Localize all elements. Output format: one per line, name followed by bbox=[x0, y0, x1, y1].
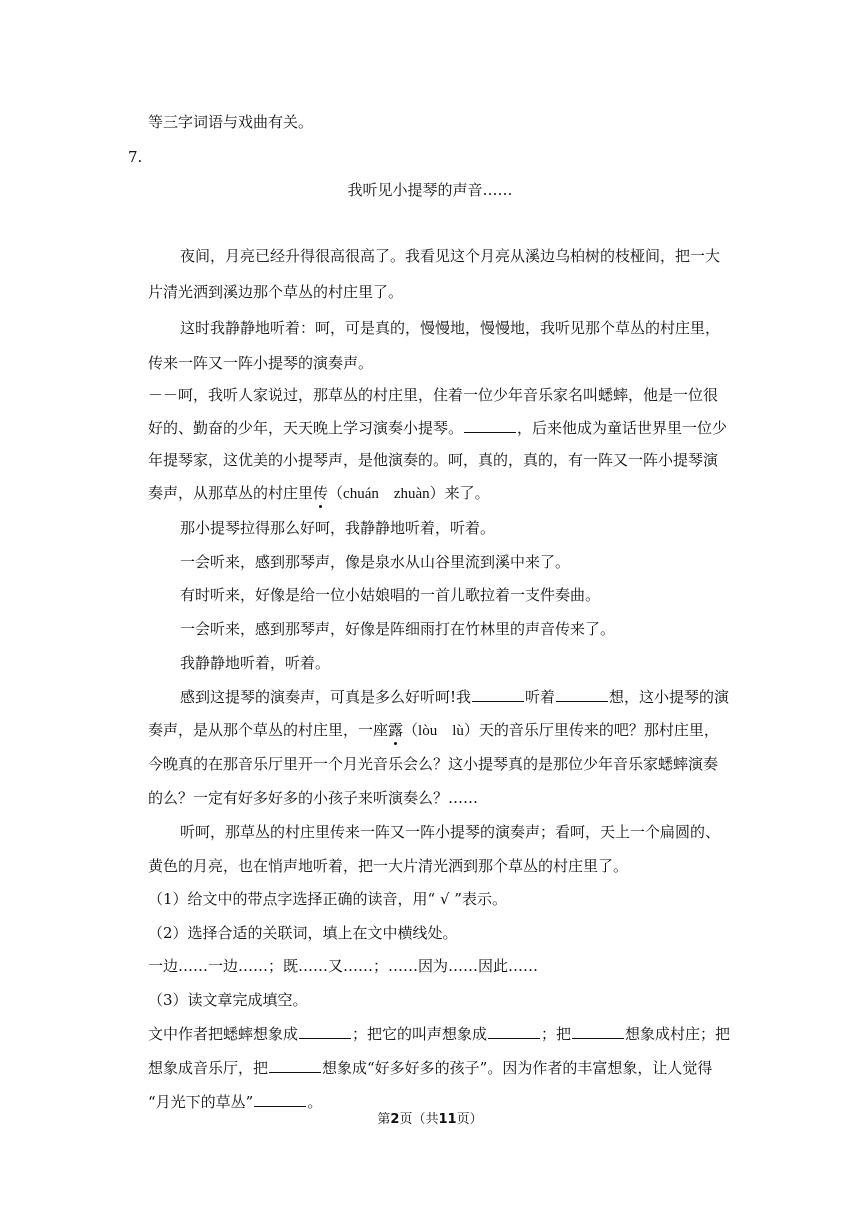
answer-blank[interactable] bbox=[572, 1024, 624, 1039]
answer-blank[interactable] bbox=[556, 687, 608, 702]
paragraph-line: 这时我静静地听着：呵，可是真的，慢慢地，慢慢地，我听见那个草丛的村庄里， bbox=[180, 319, 721, 337]
paragraph-line: 我静静地听着，听着。 bbox=[180, 654, 331, 672]
paragraph-line: 的么？一定有好多好多的小孩子来听演奏么？…… bbox=[148, 789, 479, 807]
paragraph-line: 片清光洒到溪边那个草丛的村庄里了。 bbox=[148, 283, 404, 301]
answer-blank[interactable] bbox=[488, 1024, 540, 1039]
sub-question-2: （2）选择合适的关联词，填上在文中横线处。 bbox=[148, 924, 458, 942]
sub-question-1: （1）给文中的带点字选择正确的读音，用“ √ ”表示。 bbox=[148, 890, 507, 908]
fill-in-line: 想象成音乐厅，把 想象成“好多好多的孩子”。因为作者的丰富想象，让人觉得 bbox=[148, 1059, 713, 1077]
answer-blank[interactable] bbox=[299, 1024, 351, 1039]
paragraph-line: 奏声，从那草丛的村庄里传（chuán zhuàn）来了。 bbox=[148, 484, 490, 502]
sub-question-3: （3）读文章完成填空。 bbox=[148, 991, 308, 1009]
paragraph-line: 感到这提琴的演奏声，可真是多么好听呵!我 听着 想，这小提琴的演 bbox=[180, 688, 730, 706]
answer-blank[interactable] bbox=[269, 1058, 321, 1073]
dotted-character: 传 bbox=[313, 484, 329, 502]
paragraph-line: 一会听来，感到那琴声，像是泉水从山谷里流到溪中来了。 bbox=[180, 553, 571, 571]
paragraph-line: 有时听来，好像是给一位小姑娘唱的一首儿歌拉着一支件奏曲。 bbox=[180, 586, 601, 604]
conjunction-options: 一边……一边……；既……又……；……因为……因此…… bbox=[148, 957, 539, 975]
paragraph-line: 传来一阵又一阵小提琴的演奏声。 bbox=[148, 354, 374, 372]
answer-blank[interactable] bbox=[464, 418, 516, 433]
fill-in-line: “月光下的草丛” 。 bbox=[148, 1093, 323, 1111]
paragraph-line: －－呵，我听人家说过，那草丛的村庄里，住着一位少年音乐家名叫蟋蟀，他是一位很 bbox=[148, 386, 719, 404]
intro-line: 等三字词语与戏曲有关。 bbox=[148, 113, 314, 131]
question-number: 7. bbox=[128, 148, 143, 166]
paragraph-line: 好的、勤奋的少年，天天晚上学习演奏小提琴。 ，后来他成为童话世界里一位少 bbox=[148, 419, 728, 437]
answer-blank[interactable] bbox=[472, 687, 524, 702]
page-number: 2 bbox=[390, 1112, 400, 1127]
paragraph-line: 夜间，月亮已经升得很高很高了。我看见这个月亮从溪边乌柏树的枝桠间，把一大 bbox=[180, 247, 721, 265]
paragraph-line: 黄色的月亮，也在悄声地听着，把一大片清光洒到那个草丛的村庄里了。 bbox=[148, 857, 629, 875]
total-pages: 11 bbox=[438, 1112, 457, 1127]
paragraph-line: 那小提琴拉得那么好呵，我静静地听着，听着。 bbox=[180, 519, 496, 537]
passage-title: 我听见小提琴的声音…… bbox=[347, 181, 513, 199]
paragraph-line: 一会听来，感到那琴声，好像是阵细雨打在竹林里的声音传来了。 bbox=[180, 620, 616, 638]
paragraph-line: 今晚真的在那音乐厅里开一个月光音乐会么？这小提琴真的是那位少年音乐家蟋蟀演奏 bbox=[148, 755, 719, 773]
fill-in-line: 文中作者把蟋蟀想象成 ；把它的叫声想象成 ；把 想象成村庄；把 bbox=[148, 1025, 731, 1043]
paragraph-line: 年提琴家，这优美的小提琴声，是他演奏的。呵，真的，真的，有一阵又一阵小提琴演 bbox=[148, 451, 719, 469]
dotted-character: 露 bbox=[388, 721, 404, 739]
paragraph-line: 奏声，是从那个草丛的村庄里，一座露（lòu lù）天的音乐厅里传来的吧？那村庄里， bbox=[148, 721, 719, 739]
page-footer: 第2页（共11页） bbox=[377, 1112, 483, 1127]
paragraph-line: 听呵，那草丛的村庄里传来一阵又一阵小提琴的演奏声；看呵，天上一个扁圆的、 bbox=[180, 823, 721, 841]
answer-blank[interactable] bbox=[254, 1092, 306, 1107]
